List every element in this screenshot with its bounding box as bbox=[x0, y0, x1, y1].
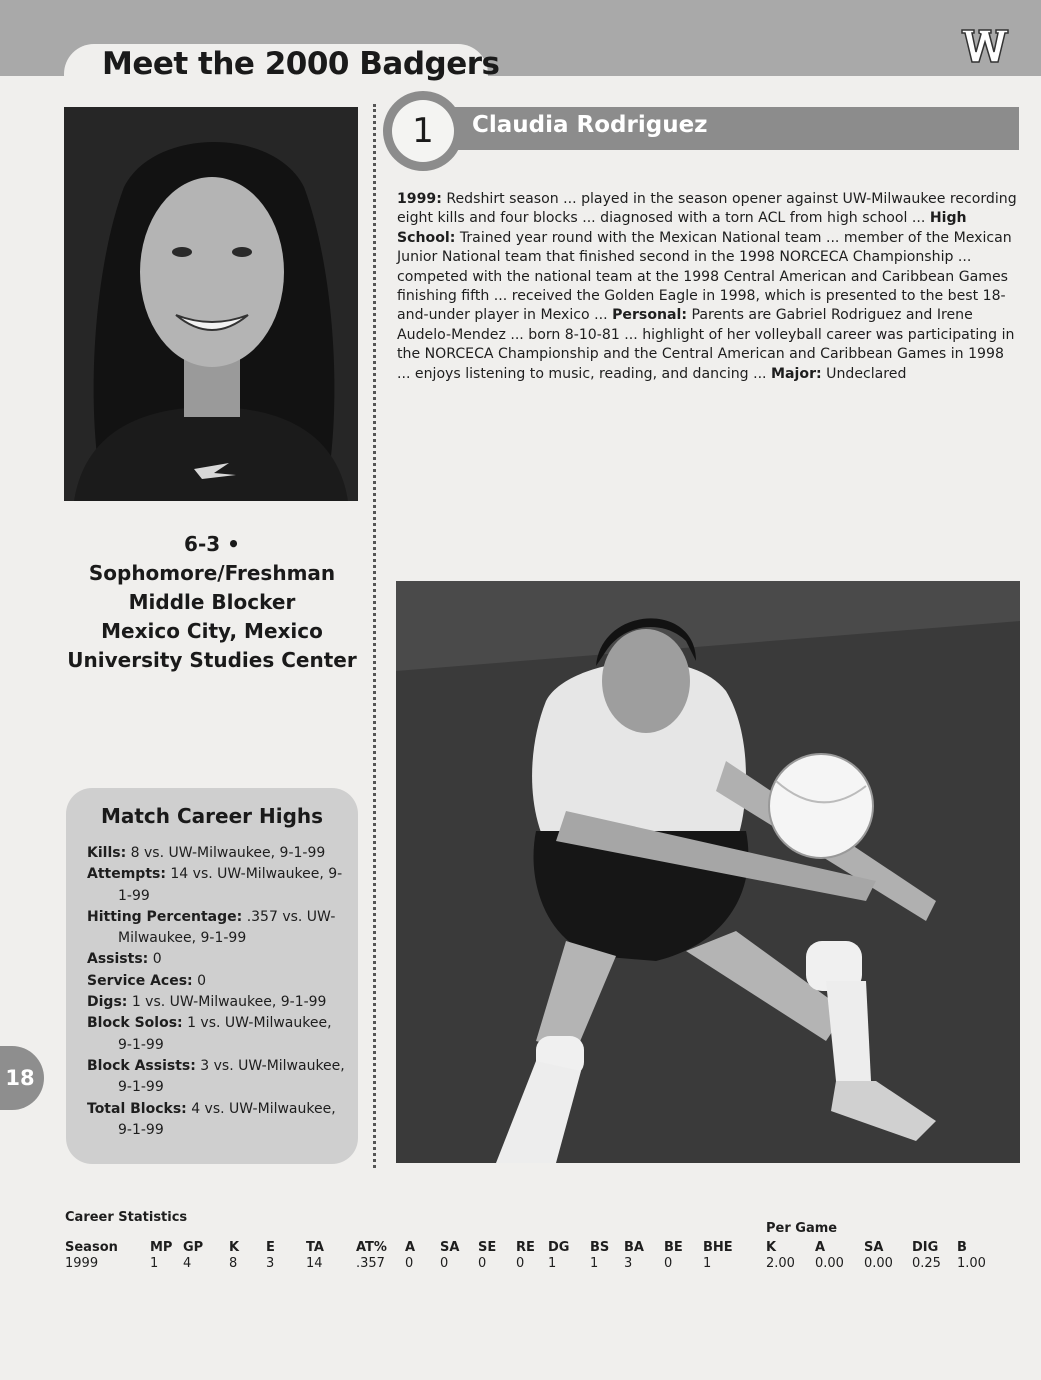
cell-value: 0.25 bbox=[912, 1256, 941, 1271]
cell-value: 0 bbox=[405, 1256, 414, 1271]
cell-value: 1 bbox=[150, 1256, 159, 1271]
stat-column-k-per-game bbox=[766, 1240, 795, 1272]
page-title: Meet the 2000 Badgers bbox=[102, 46, 500, 82]
player-hometown: Mexico City, Mexico bbox=[101, 619, 323, 643]
cell-value: 0.00 bbox=[815, 1256, 844, 1271]
stat-label: Total Blocks: bbox=[87, 1100, 187, 1117]
bio-text: Parents are Gabriel Rodriguez and Irene Audelo-Mendez ... born 8-10-81 ... highlight of her volleyball career was participating in the NORCECA Championship and the Central American and Caribbean Games in 1998 ... enjoys listening to music, reading, and dancing ... bbox=[397, 307, 1015, 382]
column-header: SE bbox=[478, 1240, 497, 1255]
player-school: University Studies Center bbox=[67, 648, 357, 672]
column-header: GP bbox=[183, 1240, 204, 1255]
stat-value: 1 vs. UW-Milwaukee, 9-1-99 bbox=[118, 1015, 332, 1053]
stat-value: 4 vs. UW-Milwaukee, 9-1-99 bbox=[118, 1100, 336, 1138]
list-item bbox=[87, 864, 349, 907]
stat-column-bs bbox=[590, 1240, 609, 1272]
bio-text: Trained year round with the Mexican National team ... member of the Mexican Junior National team that finished second in the 1998 NORCECA Championship ... competed with the national team at the 1998 Central American and Caribbean Games finishing fifth ... received the Golden Eagle in 1998, which is presented to the best 18-and-under player in Mexico ... bbox=[397, 229, 1012, 324]
cell-value: 3 bbox=[266, 1256, 275, 1271]
stat-label: Service Aces: bbox=[87, 972, 193, 989]
stat-value: 0 bbox=[192, 972, 206, 989]
stat-column-k bbox=[229, 1240, 239, 1272]
column-header: TA bbox=[306, 1240, 324, 1255]
column-header: A bbox=[405, 1240, 416, 1255]
bio-text: Redshirt season ... played in the season opener against UW-Milwaukee recording eight kills and four blocks ... diagnosed with a torn ACL from high school ... bbox=[397, 191, 1017, 227]
player-position: Middle Blocker bbox=[128, 590, 296, 614]
stat-value: 3 vs. UW-Milwaukee, 9-1-99 bbox=[118, 1057, 345, 1096]
stat-column-mp bbox=[150, 1240, 172, 1272]
stat-column-e bbox=[266, 1240, 275, 1272]
cell-value: 0 bbox=[664, 1256, 673, 1271]
w-logo-icon bbox=[960, 22, 1010, 66]
stat-column-be bbox=[664, 1240, 683, 1272]
career-highs-title: Match Career Highs bbox=[100, 804, 324, 828]
stat-column-sa-per-game bbox=[864, 1240, 893, 1272]
cell-value: 1 bbox=[590, 1256, 599, 1271]
stat-column-re bbox=[516, 1240, 535, 1272]
stat-label: Attempts: bbox=[87, 866, 166, 883]
cell-value: 1 bbox=[548, 1256, 557, 1271]
stat-column-a-per-game bbox=[815, 1240, 844, 1272]
stat-value: 14 vs. UW-Milwaukee, 9-1-99 bbox=[118, 866, 343, 904]
bio-label: Major: bbox=[771, 365, 822, 382]
list-item bbox=[87, 1056, 349, 1099]
column-header: DG bbox=[548, 1240, 570, 1255]
stat-value: 1 vs. UW-Milwaukee, 9-1-99 bbox=[127, 994, 327, 1011]
column-header: BE bbox=[664, 1240, 683, 1255]
column-header: Season bbox=[65, 1240, 118, 1255]
action-photo bbox=[396, 581, 1020, 1163]
cell-value: 4 bbox=[183, 1256, 192, 1271]
list-item bbox=[87, 992, 349, 1013]
portrait-photo bbox=[64, 107, 358, 501]
cell-value: .357 bbox=[356, 1256, 385, 1271]
cell-value: 1 bbox=[703, 1256, 712, 1271]
stat-column-gp bbox=[183, 1240, 203, 1272]
stat-label: Assists: bbox=[87, 951, 149, 968]
column-header: SA bbox=[864, 1240, 884, 1255]
career-highs-list bbox=[87, 843, 349, 1141]
player-name: Claudia Rodriguez bbox=[472, 112, 708, 138]
stat-label: Block Assists: bbox=[87, 1057, 196, 1074]
cell-value: 0 bbox=[516, 1256, 525, 1271]
jersey-number-badge bbox=[383, 91, 463, 171]
stat-column-a bbox=[405, 1240, 415, 1272]
column-header: E bbox=[266, 1240, 275, 1255]
column-header: RE bbox=[516, 1240, 535, 1255]
stat-value: 0 bbox=[148, 951, 162, 968]
column-header: DIG bbox=[912, 1240, 939, 1255]
stat-label: Hitting Percentage: bbox=[87, 908, 243, 925]
jersey-number: 1 bbox=[392, 100, 454, 162]
stat-column-season bbox=[65, 1240, 118, 1272]
stat-label: Digs: bbox=[87, 994, 128, 1011]
list-item bbox=[87, 1013, 349, 1056]
stat-value: .357 vs. UW-Milwaukee, 9-1-99 bbox=[118, 908, 336, 947]
column-header: SA bbox=[440, 1240, 460, 1255]
column-header: MP bbox=[150, 1240, 173, 1255]
list-item bbox=[87, 843, 349, 864]
stat-label: Block Solos: bbox=[87, 1015, 183, 1032]
stat-label: Kills: bbox=[87, 845, 127, 861]
stat-column-ta bbox=[306, 1240, 324, 1272]
stat-value: 8 vs. UW-Milwaukee, 9-1-99 bbox=[126, 845, 326, 861]
list-item bbox=[87, 949, 349, 970]
bio-label: Personal: bbox=[612, 307, 688, 324]
page-number: 18 bbox=[0, 1046, 44, 1110]
stat-column-bhe bbox=[703, 1240, 733, 1272]
height-class: 6-3 • Sophomore/Freshman bbox=[88, 532, 336, 585]
bio-text: Undeclared bbox=[821, 365, 907, 382]
stat-column-se bbox=[478, 1240, 496, 1272]
dotted-divider bbox=[373, 104, 376, 1168]
name-bar bbox=[420, 107, 1019, 150]
column-header: K bbox=[766, 1240, 777, 1255]
column-header: K bbox=[229, 1240, 240, 1255]
player-bio bbox=[397, 190, 1019, 384]
cell-value: 2.00 bbox=[766, 1256, 795, 1271]
career-stats-title: Career Statistics bbox=[65, 1210, 188, 1225]
column-header: B bbox=[957, 1240, 967, 1255]
player-info bbox=[62, 530, 362, 675]
list-item bbox=[87, 1099, 349, 1142]
stat-column-sa bbox=[440, 1240, 459, 1272]
stat-column-dg bbox=[548, 1240, 569, 1272]
list-item bbox=[87, 907, 349, 950]
stat-column-b-per-game bbox=[957, 1240, 986, 1272]
cell-value: 0 bbox=[478, 1256, 487, 1271]
column-header: BA bbox=[624, 1240, 644, 1255]
cell-value: 1999 bbox=[65, 1256, 99, 1271]
stat-column-ba bbox=[624, 1240, 644, 1272]
per-game-label: Per Game bbox=[766, 1221, 838, 1236]
career-highs-box bbox=[66, 788, 358, 1164]
cell-value: 1.00 bbox=[957, 1256, 986, 1271]
column-header: BHE bbox=[703, 1240, 733, 1255]
cell-value: 14 bbox=[306, 1256, 323, 1271]
stat-column-atpct bbox=[356, 1240, 387, 1272]
cell-value: 3 bbox=[624, 1256, 633, 1271]
list-item bbox=[87, 971, 349, 992]
column-header: AT% bbox=[356, 1240, 387, 1255]
column-header: A bbox=[815, 1240, 826, 1255]
stat-column-dig-per-game bbox=[912, 1240, 941, 1272]
column-header: BS bbox=[590, 1240, 610, 1255]
cell-value: 0 bbox=[440, 1256, 449, 1271]
bio-label: High School: bbox=[397, 210, 967, 246]
cell-value: 0.00 bbox=[864, 1256, 893, 1271]
bio-label: 1999: bbox=[397, 191, 442, 207]
cell-value: 8 bbox=[229, 1256, 238, 1271]
